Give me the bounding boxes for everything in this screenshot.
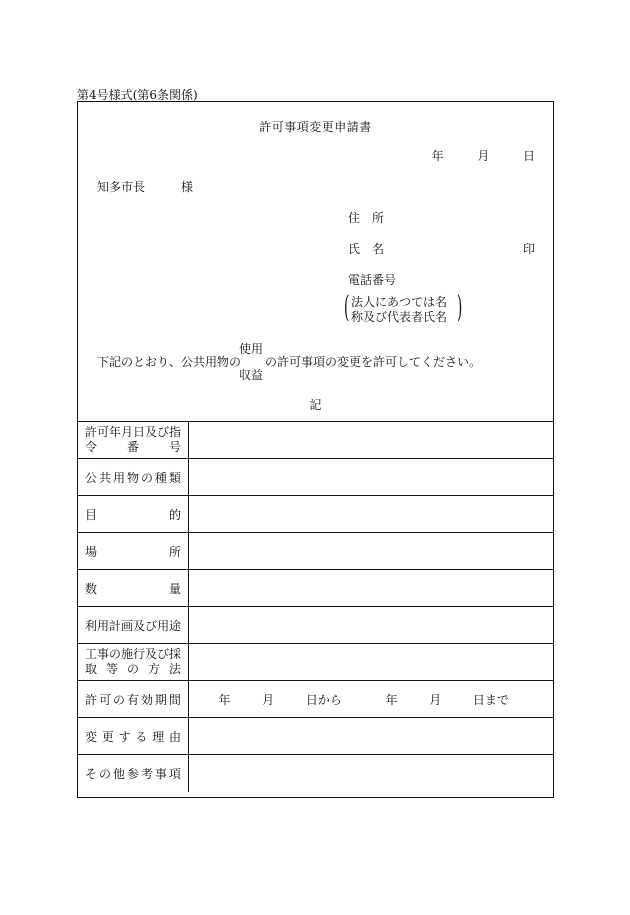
period-from-month: 月 <box>262 692 275 707</box>
row-label-line <box>85 543 181 560</box>
label-char: 計 <box>109 618 122 633</box>
period-to-month: 月 <box>429 692 442 707</box>
label-char: 期 <box>154 692 167 707</box>
items-table <box>78 421 553 792</box>
addressee-suffix: 様 <box>181 180 194 194</box>
date-line <box>432 147 535 164</box>
address-label: 住 所 <box>348 211 385 225</box>
label-char: 取 <box>85 662 98 676</box>
form-number-label: 第4号様式(第6条関係) <box>77 88 198 102</box>
permit-date-field[interactable] <box>188 422 553 459</box>
phone-label: 電話番号 <box>348 273 397 287</box>
location-field[interactable] <box>188 533 553 570</box>
label-char: 用 <box>97 618 110 633</box>
option-revenue: 収益 <box>239 368 264 382</box>
label-char: び <box>145 618 158 633</box>
corporate-note <box>351 295 447 325</box>
label-char: 有 <box>126 692 139 707</box>
table-row <box>78 755 553 792</box>
application-form <box>77 101 554 798</box>
label-char: の <box>126 662 139 676</box>
addressee-name: 知多市長 <box>97 180 146 194</box>
label-char: 効 <box>140 692 153 707</box>
label-char: 物 <box>126 470 139 485</box>
label-char: の <box>112 692 125 707</box>
property-type-field[interactable] <box>188 459 553 496</box>
option-use: 使用 <box>239 342 264 356</box>
row-label-line <box>85 728 181 745</box>
label-char: 用 <box>157 618 170 633</box>
table-row <box>78 681 553 718</box>
row-label-quantity <box>78 570 188 607</box>
addressee <box>97 178 193 195</box>
label-char: 量 <box>168 581 181 596</box>
label-char: 他 <box>112 766 125 781</box>
label-char: 場 <box>85 544 98 559</box>
period-to-year: 年 <box>385 692 398 707</box>
period-from-day: 日から <box>305 692 342 707</box>
corporate-note-line1: 法人にあつては名 <box>351 295 448 309</box>
row-label-location <box>78 533 188 570</box>
request-sentence <box>97 353 481 370</box>
label-char: る <box>135 729 148 744</box>
corporate-note-line2: 称及び代表者氏名 <box>351 310 448 324</box>
label-char: 共 <box>98 470 111 485</box>
row-label-line: 工事の施行及び採 <box>85 647 182 661</box>
table-row <box>78 607 553 644</box>
period-to-day: 日まで <box>472 692 509 707</box>
label-char: 方 <box>147 662 160 676</box>
label-char: の <box>98 766 111 781</box>
label-char: 号 <box>168 440 181 454</box>
label-char: 利 <box>85 618 98 633</box>
label-char: 考 <box>140 766 153 781</box>
row-label-permit-date <box>78 422 188 459</box>
label-char: 所 <box>168 544 181 559</box>
label-char: す <box>118 729 131 744</box>
name-label: 氏 名 <box>348 242 385 256</box>
construction-method-field[interactable] <box>188 644 553 681</box>
label-char: 参 <box>126 766 139 781</box>
label-char: 項 <box>168 766 181 781</box>
row-label-line <box>85 506 181 523</box>
table-row <box>78 422 553 459</box>
quantity-field[interactable] <box>188 570 553 607</box>
table-row <box>78 459 553 496</box>
row-label-usage-plan <box>78 607 188 644</box>
period-from-year: 年 <box>218 692 231 707</box>
row-label-line <box>85 765 181 782</box>
label-char: 等 <box>105 662 118 676</box>
request-prefix: 下記のとおり、公共用物の <box>97 355 242 369</box>
request-suffix: の許可事項の変更を許可してください。 <box>265 355 482 369</box>
row-label-other-notes <box>78 755 188 792</box>
table-row <box>78 644 553 681</box>
label-char: 種 <box>154 470 167 485</box>
label-char: 由 <box>168 729 181 744</box>
ki-heading: 記 <box>309 398 322 412</box>
label-char: 番 <box>126 440 139 454</box>
other-notes-field[interactable] <box>188 755 553 792</box>
row-label-property-type <box>78 459 188 496</box>
form-title: 許可事項変更申請書 <box>259 120 372 134</box>
purpose-field[interactable] <box>188 496 553 533</box>
label-char: 途 <box>169 618 182 633</box>
date-year: 年 <box>431 149 444 163</box>
table-row <box>78 718 553 755</box>
label-char: 公 <box>85 470 98 485</box>
label-char: 事 <box>154 766 167 781</box>
label-char: 的 <box>168 507 181 522</box>
note-paren-left: ( <box>344 290 350 325</box>
label-char: 及 <box>133 618 146 633</box>
row-label-line <box>85 580 181 597</box>
label-char: 許 <box>85 692 98 707</box>
note-paren-right: ) <box>457 290 463 325</box>
row-label-purpose <box>78 496 188 533</box>
table-row <box>78 570 553 607</box>
label-char: 用 <box>112 470 125 485</box>
label-char: 令 <box>85 440 98 454</box>
date-month: 月 <box>477 149 490 163</box>
table-row <box>78 496 553 533</box>
validity-period-field[interactable] <box>188 681 553 718</box>
label-char: の <box>140 470 153 485</box>
row-label-line <box>85 662 181 677</box>
table-row <box>78 533 553 570</box>
label-char: 間 <box>168 692 181 707</box>
row-label-line <box>85 440 181 455</box>
row-label-line <box>85 469 181 486</box>
usage-plan-field[interactable] <box>188 607 553 644</box>
label-char: 画 <box>121 618 134 633</box>
label-char: 理 <box>152 729 165 744</box>
row-label-validity-period <box>78 681 188 718</box>
change-reason-field[interactable] <box>188 718 553 755</box>
label-char: 法 <box>168 662 181 676</box>
row-label-line <box>85 691 181 708</box>
row-label-construction-method <box>78 644 188 681</box>
label-char: 目 <box>85 507 98 522</box>
seal-mark: 印 <box>522 242 535 256</box>
date-day: 日 <box>522 149 535 163</box>
row-label-line <box>85 617 181 634</box>
label-char: 類 <box>168 470 181 485</box>
row-label-change-reason <box>78 718 188 755</box>
label-char: そ <box>85 766 98 781</box>
label-char: 変 <box>85 729 98 744</box>
label-char: 数 <box>85 581 98 596</box>
row-label-line: 許可年月日及び指 <box>85 425 182 439</box>
label-char: 可 <box>98 692 111 707</box>
label-char: 更 <box>101 729 114 744</box>
